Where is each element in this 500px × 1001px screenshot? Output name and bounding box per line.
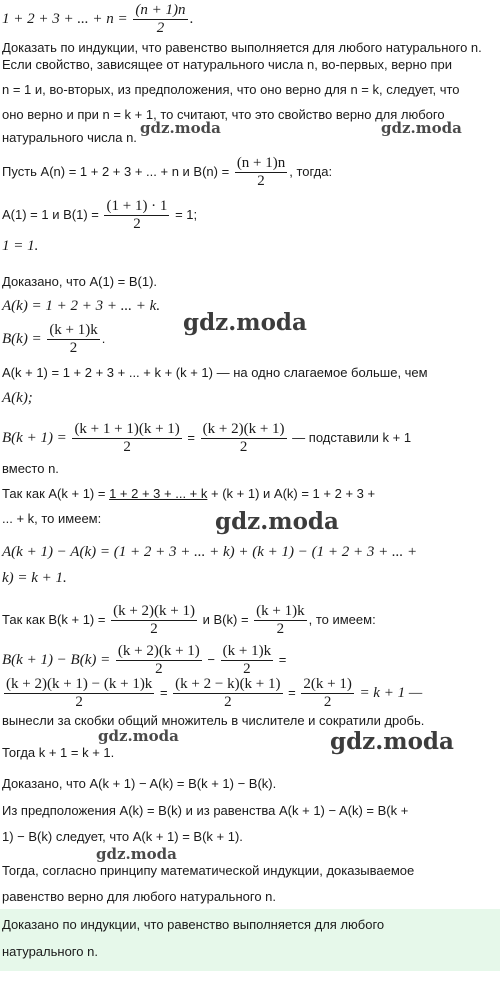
formula-fraction — [104, 198, 169, 233]
formula-fraction — [133, 2, 187, 37]
text-line: вместо n. — [2, 461, 59, 476]
fraction-numerator: 2(k + 1) — [303, 676, 352, 692]
equals-sign: = — [288, 684, 296, 700]
text-part: и B(k) = — [202, 611, 249, 627]
fraction-denominator: 2 — [323, 694, 332, 710]
fraction-numerator: (k + 1)k — [256, 603, 305, 619]
watermark: gdz.moda — [98, 727, 179, 745]
formula-line: k) = k + 1. — [2, 570, 67, 586]
text-part: Так как B(k + 1) = — [2, 611, 106, 627]
watermark: gdz.moda — [140, 119, 221, 137]
text-part: . — [101, 330, 106, 346]
formula-fraction — [221, 643, 273, 678]
fraction-numerator: (k + 1)k — [49, 322, 98, 338]
fraction-numerator: (k + 2)(k + 1) − (k + 1)k — [6, 676, 153, 692]
text-part: B(k) = — [2, 330, 42, 347]
formula-statement: 1 + 2 + 3 + ... + n = $\frac{(n + 1)n}{2}$ . — [2, 2, 194, 36]
text-line: Если свойство, зависящее от натурального числа n, во-первых, верно при — [2, 57, 453, 72]
watermark: gdz.moda — [381, 119, 462, 137]
fraction-numerator: (k + 2)(k + 1) — [117, 643, 200, 659]
fraction-denominator: 2 — [133, 216, 141, 232]
fraction-numerator: (k + 2 − k)(k + 1) — [175, 676, 281, 692]
fraction-denominator: 2 — [224, 694, 232, 710]
text-part: B(k + 1) − B(k) = — [2, 651, 111, 668]
task-statement: Доказать по индукции, что равенство выполняется для любого натурального n. — [2, 40, 482, 55]
text-part: , тогда: — [289, 163, 333, 179]
conclusion-box — [0, 909, 500, 971]
formula-fraction — [235, 155, 287, 190]
fraction-denominator: 2 — [123, 439, 131, 455]
fraction-denominator: 2 — [243, 661, 251, 677]
fraction-denominator: 2 — [150, 621, 158, 637]
equals-sign: = — [187, 429, 196, 445]
text-part: = k + 1 — — [359, 684, 423, 701]
text-line: ... + k, то имеем: — [2, 511, 102, 526]
formula-fraction — [173, 676, 282, 711]
formula-fraction — [254, 603, 306, 638]
text-part: Так как A(k + 1) = — [2, 486, 106, 501]
text-line: оно верно и при n = k + 1, то считают, что это свойство верно для любого — [2, 107, 445, 122]
text-line: Из предположения A(k) = B(k) и из равенства A(k + 1) − A(k) = B(k + — [2, 803, 409, 818]
text-part: Пусть A(n) = 1 + 2 + 3 + ... + n и B(n) = — [2, 163, 230, 179]
text-line: натурального числа n. — [2, 130, 137, 145]
text-part: — подставили k + 1 — [292, 429, 412, 445]
text-part: + (k + 1) и A(k) = 1 + 2 + 3 + — [211, 486, 376, 501]
text-part: A(1) = 1 и B(1) = — [2, 206, 99, 222]
formula-fraction — [116, 643, 202, 678]
formula-line: A(k + 1) − A(k) = (1 + 2 + 3 + ... + k) + (k + 1) − (1 + 2 + 3 + ... + — [2, 544, 418, 560]
watermark: gdz.moda — [96, 845, 177, 863]
text-line: A(k + 1) = 1 + 2 + 3 + ... + k + (k + 1) — на одно слагаемое больше, чем — [2, 365, 428, 380]
watermark: gdz.moda — [215, 508, 339, 535]
text-line: 1) − B(k) следует, что A(k + 1) = B(k + 1). — [2, 829, 243, 844]
underlined-sum: 1 + 2 + 3 + ... + k — [109, 486, 208, 501]
text-line: Тогда, согласно принципу математической индукции, доказываемое — [2, 863, 415, 878]
definition-line — [2, 155, 498, 190]
fraction-denominator: 2 — [155, 661, 163, 677]
formula-fraction — [4, 676, 154, 711]
formula-line: A(k) = 1 + 2 + 3 + ... + k. — [2, 298, 161, 314]
fraction-numerator: (k + 1)k — [222, 643, 272, 659]
minus-sign: − — [207, 651, 215, 667]
text-line: Тогда k + 1 = k + 1. — [2, 745, 115, 760]
fraction-denominator: 2 — [75, 694, 83, 710]
formula-line: 1 = 1. — [2, 238, 39, 254]
fraction-denominator: 2 — [156, 20, 165, 36]
formula-fraction — [47, 322, 99, 357]
fraction-numerator: (n + 1)n — [135, 2, 186, 18]
text-line: Доказано, что A(k + 1) − A(k) = B(k + 1) − B(k). — [2, 776, 277, 791]
fraction-numerator: (k + 1 + 1)(k + 1) — [74, 421, 180, 437]
text-line: равенство верно для любого натурального n. — [2, 889, 277, 904]
formula-line — [2, 643, 498, 678]
formula-left: 1 + 2 + 3 + ... + n = — [2, 10, 128, 27]
formula-fraction — [72, 421, 181, 456]
text-line: вынесли за скобки общий множитель в числителе и сократили дробь. — [2, 713, 425, 728]
formula-line: A(k); — [2, 390, 33, 406]
formula-fraction — [301, 676, 353, 711]
text-line — [2, 603, 498, 638]
conclusion-line: Доказано по индукции, что равенство выполняется для любого — [2, 917, 385, 932]
base-case-line — [2, 198, 498, 233]
formula-line — [2, 322, 498, 357]
formula-fraction — [201, 421, 287, 456]
text-line: Доказано, что A(1) = B(1). — [2, 274, 158, 289]
fraction-denominator: 2 — [276, 621, 285, 637]
formula-line — [2, 421, 498, 456]
text-part: , то имеем: — [308, 611, 376, 627]
fraction-denominator: 2 — [69, 340, 78, 356]
text-part: B(k + 1) = — [2, 429, 67, 446]
conclusion-line: натурального n. — [2, 944, 98, 959]
equals-sign: = — [159, 684, 168, 700]
text-part: = 1; — [175, 206, 198, 222]
text-line — [2, 486, 498, 502]
fraction-numerator: (1 + 1) · 1 — [106, 198, 168, 214]
fraction-numerator: (n + 1)n — [236, 155, 286, 171]
fraction-numerator: (k + 2)(k + 1) — [202, 421, 285, 437]
fraction-numerator: (k + 2)(k + 1) — [113, 603, 195, 619]
watermark: gdz.moda — [183, 309, 307, 336]
fraction-denominator: 2 — [239, 439, 248, 455]
watermark: gdz.moda — [330, 728, 454, 755]
formula-line — [2, 676, 498, 711]
fraction-denominator: 2 — [257, 173, 265, 189]
equals-sign: = — [278, 651, 287, 667]
formula-fraction — [111, 603, 197, 638]
text-line: n = 1 и, во-вторых, из предположения, что оно верно для n = k, следует, что — [2, 82, 460, 97]
